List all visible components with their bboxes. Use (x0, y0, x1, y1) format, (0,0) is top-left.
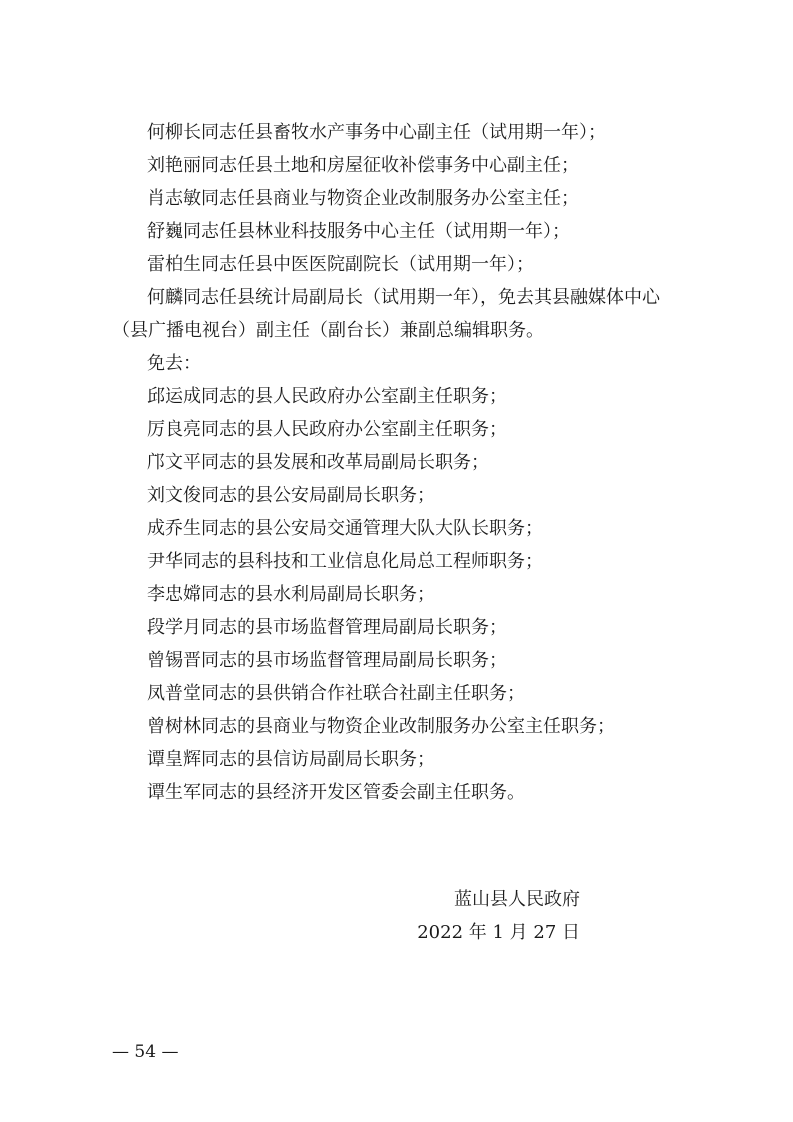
signature-block (400, 883, 580, 949)
paragraph-line: 段学月同志的县市场监督管理局副局长职务； (147, 617, 507, 638)
issuer-name: 蓝山县人民政府 (454, 889, 580, 910)
paragraph-line: 谭生军同志的县经济开发区管委会副主任职务。 (147, 782, 525, 803)
page-number: — 54 — (112, 1042, 179, 1062)
paragraph-line: 雷柏生同志任县中医医院副院长（试用期一年）； (147, 254, 534, 275)
paragraph-line: 厉良亮同志的县人民政府办公室副主任职务； (147, 419, 507, 440)
paragraph-line: 尹华同志的县科技和工业信息化局总工程师职务； (147, 551, 543, 572)
paragraph-line: 何麟同志任县统计局副局长（试用期一年），免去其县融媒体中心 (147, 287, 660, 308)
paragraph-line: 刘艳丽同志任县土地和房屋征收补偿事务中心副主任； (147, 155, 579, 176)
paragraph-line: 肖志敏同志任县商业与物资企业改制服务办公室主任； (147, 188, 579, 209)
paragraph-line: （县广播电视台）副主任（副台长）兼副总编辑职务。 (112, 320, 544, 341)
paragraph-line: 曾锡晋同志的县市场监督管理局副局长职务； (147, 650, 507, 671)
section-heading: 免去： (147, 353, 201, 374)
paragraph-line: 李忠嫦同志的县水利局副局长职务； (147, 584, 435, 605)
paragraph-line: 谭皇辉同志的县信访局副局长职务； (147, 749, 435, 770)
paragraph-line: 成乔生同志的县公安局交通管理大队大队长职务； (147, 518, 543, 539)
document-body (112, 116, 712, 809)
paragraph-line: 何柳长同志任县畜牧水产事务中心副主任（试用期一年）； (147, 122, 606, 143)
paragraph-line: 邝文平同志的县发展和改革局副局长职务； (147, 452, 489, 473)
paragraph-line: 刘文俊同志的县公安局副局长职务； (147, 485, 435, 506)
issue-date: 2022 年 1 月 27 日 (417, 922, 580, 943)
paragraph-line: 舒巍同志任县林业科技服务中心主任（试用期一年）； (147, 221, 570, 242)
paragraph-line: 凤普堂同志的县供销合作社联合社副主任职务； (147, 683, 525, 704)
paragraph-line: 邱运成同志的县人民政府办公室副主任职务； (147, 386, 507, 407)
paragraph-line: 曾树林同志的县商业与物资企业改制服务办公室主任职务； (147, 716, 615, 737)
